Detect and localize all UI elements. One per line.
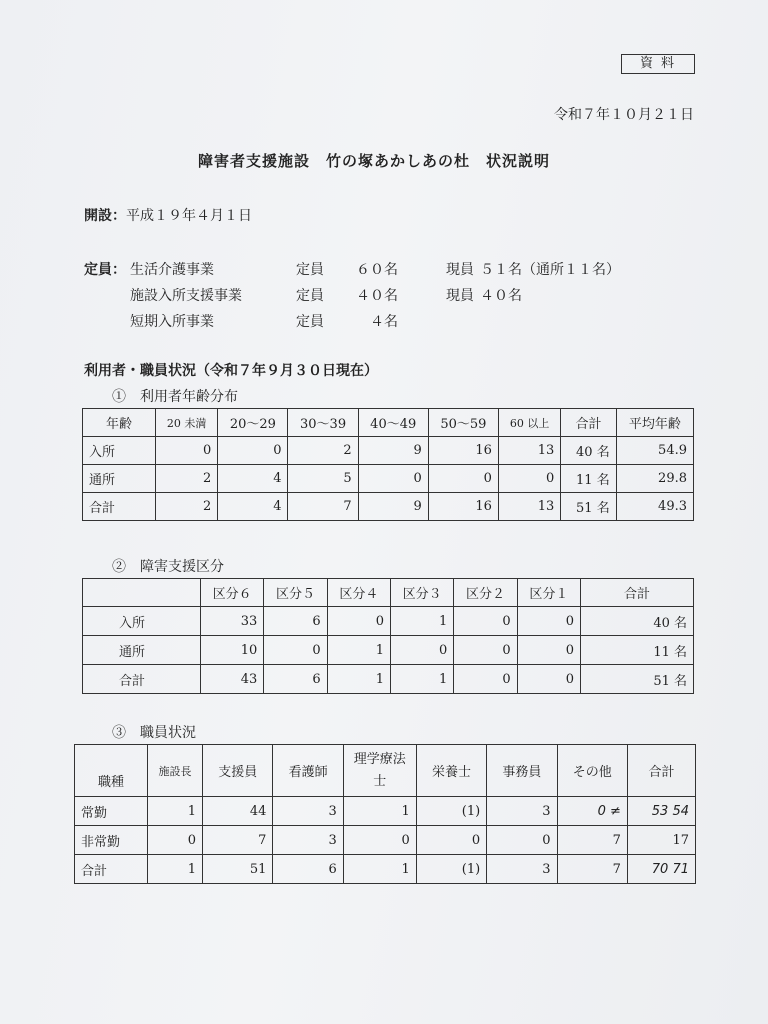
table-cell: 3 (487, 855, 557, 884)
table-cell: 0 (390, 636, 453, 665)
table-header-cell: 平均年齢 (616, 409, 693, 437)
table-cell: 7 (557, 855, 627, 884)
opening-label: 開設： (84, 208, 126, 224)
table-cell: 54.9 (616, 437, 693, 465)
table-cell: 1 (148, 855, 203, 884)
table-header-cell: 合計 (561, 409, 616, 437)
table-cell: 51 名 (561, 493, 616, 521)
row-label: 常勤 (75, 797, 148, 826)
table-cell: 16 (428, 493, 498, 521)
table-cell: 33 (201, 607, 264, 636)
table-header-cell: その他 (557, 745, 627, 797)
table-cell: 0 (343, 826, 416, 855)
row-label: 合計 (83, 665, 201, 694)
table-cell: 13 (498, 437, 560, 465)
row-label: 合計 (75, 855, 148, 884)
table-cell: 51 名 (581, 665, 694, 694)
table-cell: 51 (203, 855, 273, 884)
age-table-heading: ① 利用者年齢分布 (112, 389, 238, 405)
table-cell: 11 名 (561, 465, 616, 493)
table-header-row (83, 579, 694, 607)
status-heading: 利用者・職員状況（令和７年９月３０日現在） (84, 363, 378, 379)
row-label: 合計 (83, 493, 156, 521)
capacity-row-cap: ４名 (370, 314, 398, 330)
document-date: 令和７年１０月２１日 (554, 107, 694, 123)
table-header-cell: 区分５ (264, 579, 327, 607)
age-distribution-table (82, 408, 694, 521)
table-cell: 40 名 (581, 607, 694, 636)
handwritten-cell: 70 71 (627, 855, 695, 884)
table-cell: 6 (273, 855, 343, 884)
table-cell: 1 (343, 855, 416, 884)
capacity-row-name: 生活介護事業 (130, 262, 214, 278)
table-header-cell: 合計 (581, 579, 694, 607)
table-row (75, 855, 696, 884)
table-cell: 0 (264, 636, 327, 665)
capacity-row-cur-label: 現員 (446, 262, 474, 278)
table-header-cell: 区分６ (201, 579, 264, 607)
table-cell: 1 (390, 665, 453, 694)
capacity-row-cur: ５１名（通所１１名） (480, 262, 620, 278)
table-cell: 2 (288, 437, 358, 465)
table-header-cell: 20～29 (218, 409, 288, 437)
table-cell: 3 (487, 797, 557, 826)
table-header-cell: 年齢 (83, 409, 156, 437)
row-label: 通所 (83, 465, 156, 493)
table-cell: 0 (517, 607, 580, 636)
table-header-cell: 40～49 (358, 409, 428, 437)
document-title: 障害者支援施設 竹の塚あかしあの杜 状況説明 (198, 152, 551, 170)
table-cell: 40 名 (561, 437, 616, 465)
table-cell: 1 (343, 797, 416, 826)
table-cell: 10 (201, 636, 264, 665)
table-cell: 0 (517, 665, 580, 694)
table-cell: 0 (454, 636, 517, 665)
table-cell: 0 (498, 465, 560, 493)
capacity-row-name: 短期入所事業 (130, 314, 214, 330)
table-header-cell: 区分１ (517, 579, 580, 607)
table-cell: 2 (156, 493, 218, 521)
document-tag: 資料 (621, 54, 695, 74)
row-label: 入所 (83, 437, 156, 465)
table-cell: 0 (327, 607, 390, 636)
capacity-row-cap: ６０名 (356, 262, 398, 278)
table-cell: 16 (428, 437, 498, 465)
opening-value: 平成１９年４月１日 (126, 208, 252, 224)
table-cell: 49.3 (616, 493, 693, 521)
table-row (83, 665, 694, 694)
table-cell: 13 (498, 493, 560, 521)
table-header-cell: 30～39 (288, 409, 358, 437)
table-header-cell: 区分２ (454, 579, 517, 607)
table-header-cell: 区分３ (390, 579, 453, 607)
table-cell: 3 (273, 797, 343, 826)
table-row (83, 493, 694, 521)
table-cell: 5 (288, 465, 358, 493)
table-cell: 1 (390, 607, 453, 636)
table-header-cell: 施設長 (148, 745, 203, 797)
table-cell: 6 (264, 665, 327, 694)
row-label: 通所 (83, 636, 201, 665)
table-cell: 0 (358, 465, 428, 493)
table-header-cell: 事務員 (487, 745, 557, 797)
table-header-row (75, 745, 696, 797)
capacity-row-cap-label: 定員 (296, 288, 324, 304)
class-table-heading: ② 障害支援区分 (112, 559, 224, 575)
table-cell: 44 (203, 797, 273, 826)
table-cell: (1) (416, 797, 486, 826)
capacity-row-cap-label: 定員 (296, 314, 324, 330)
support-class-table (82, 578, 694, 694)
table-cell: (1) (416, 855, 486, 884)
table-row (83, 607, 694, 636)
table-cell: 0 (487, 826, 557, 855)
table-header-cell: 50～59 (428, 409, 498, 437)
capacity-row-cur-label: 現員 (446, 288, 474, 304)
table-header-cell: 60 以上 (498, 409, 560, 437)
table-cell: 0 (517, 636, 580, 665)
table-cell: 3 (273, 826, 343, 855)
table-header-cell: 理学療法士 (343, 745, 416, 797)
table-cell: 4 (218, 493, 288, 521)
table-cell: 7 (203, 826, 273, 855)
opening-line (84, 205, 252, 225)
table-header-cell: 職種 (75, 745, 148, 797)
table-cell: 0 (218, 437, 288, 465)
table-header-cell (83, 579, 201, 607)
table-header-cell: 20 未満 (156, 409, 218, 437)
table-header-cell: 栄養士 (416, 745, 486, 797)
table-cell: 1 (327, 636, 390, 665)
table-cell: 0 (454, 665, 517, 694)
row-label: 入所 (83, 607, 201, 636)
table-cell: 7 (557, 826, 627, 855)
table-cell: 0 (454, 607, 517, 636)
table-cell: 1 (148, 797, 203, 826)
table-row (75, 797, 696, 826)
capacity-row-cap: ４０名 (356, 288, 398, 304)
table-row (83, 636, 694, 665)
table-cell: 4 (218, 465, 288, 493)
capacity-row-cur: ４０名 (480, 288, 522, 304)
table-cell: 43 (201, 665, 264, 694)
table-cell: 6 (264, 607, 327, 636)
table-cell: 2 (156, 465, 218, 493)
table-cell: 11 名 (581, 636, 694, 665)
capacity-label: 定員： (84, 262, 126, 278)
staff-table-heading: ③ 職員状況 (112, 725, 196, 741)
capacity-row-name: 施設入所支援事業 (130, 288, 242, 304)
table-cell: 7 (288, 493, 358, 521)
table-header-row (83, 409, 694, 437)
table-cell: 1 (327, 665, 390, 694)
table-cell: 9 (358, 437, 428, 465)
table-row (83, 465, 694, 493)
table-header-cell: 合計 (627, 745, 695, 797)
row-label: 非常勤 (75, 826, 148, 855)
table-row (75, 826, 696, 855)
table-cell: 29.8 (616, 465, 693, 493)
table-header-cell: 区分４ (327, 579, 390, 607)
table-row (83, 437, 694, 465)
table-cell: 9 (358, 493, 428, 521)
table-cell: 0 (156, 437, 218, 465)
handwritten-cell: 53 54 (627, 797, 695, 826)
staff-status-table (74, 744, 696, 884)
table-cell: 0 (148, 826, 203, 855)
table-cell: 0 (416, 826, 486, 855)
table-header-cell: 支援員 (203, 745, 273, 797)
table-header-cell: 看護師 (273, 745, 343, 797)
handwritten-cell: 0 ≠ (557, 797, 627, 826)
capacity-row-cap-label: 定員 (296, 262, 324, 278)
table-cell: 0 (428, 465, 498, 493)
table-cell: 17 (627, 826, 695, 855)
